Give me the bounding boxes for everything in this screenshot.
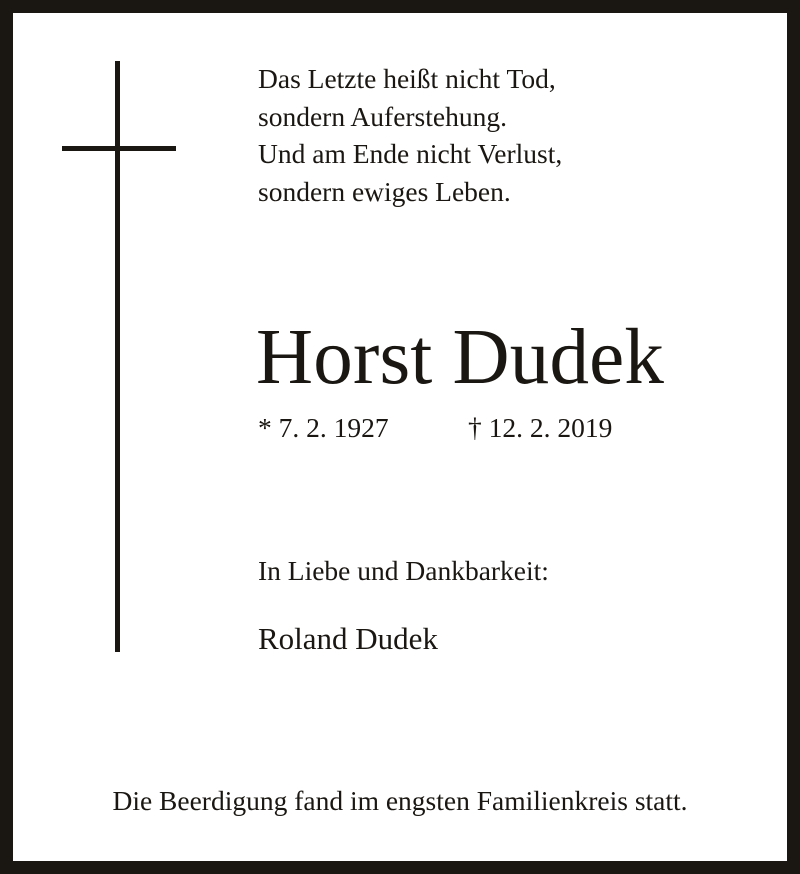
- mourner-name: Roland Dudek: [258, 621, 438, 656]
- memorial-verse: [258, 60, 562, 210]
- cross-horizontal-bar: [62, 146, 176, 151]
- verse-line: sondern Auferstehung.: [258, 100, 507, 132]
- death-date: † 12. 2. 2019: [468, 412, 613, 443]
- verse-line: Und am Ende nicht Verlust,: [258, 138, 563, 169]
- funeral-note: Die Beerdigung fand im engsten Familienkreis statt.: [112, 785, 688, 816]
- verse-line: sondern ewiges Leben.: [258, 175, 511, 207]
- verse-line: Das Letzte heißt nicht Tod,: [258, 63, 556, 94]
- birth-date: * 7. 2. 1927: [258, 412, 389, 443]
- deceased-name: Horst Dudek: [256, 314, 665, 401]
- thanks-line: In Liebe und Dankbarkeit:: [258, 555, 549, 586]
